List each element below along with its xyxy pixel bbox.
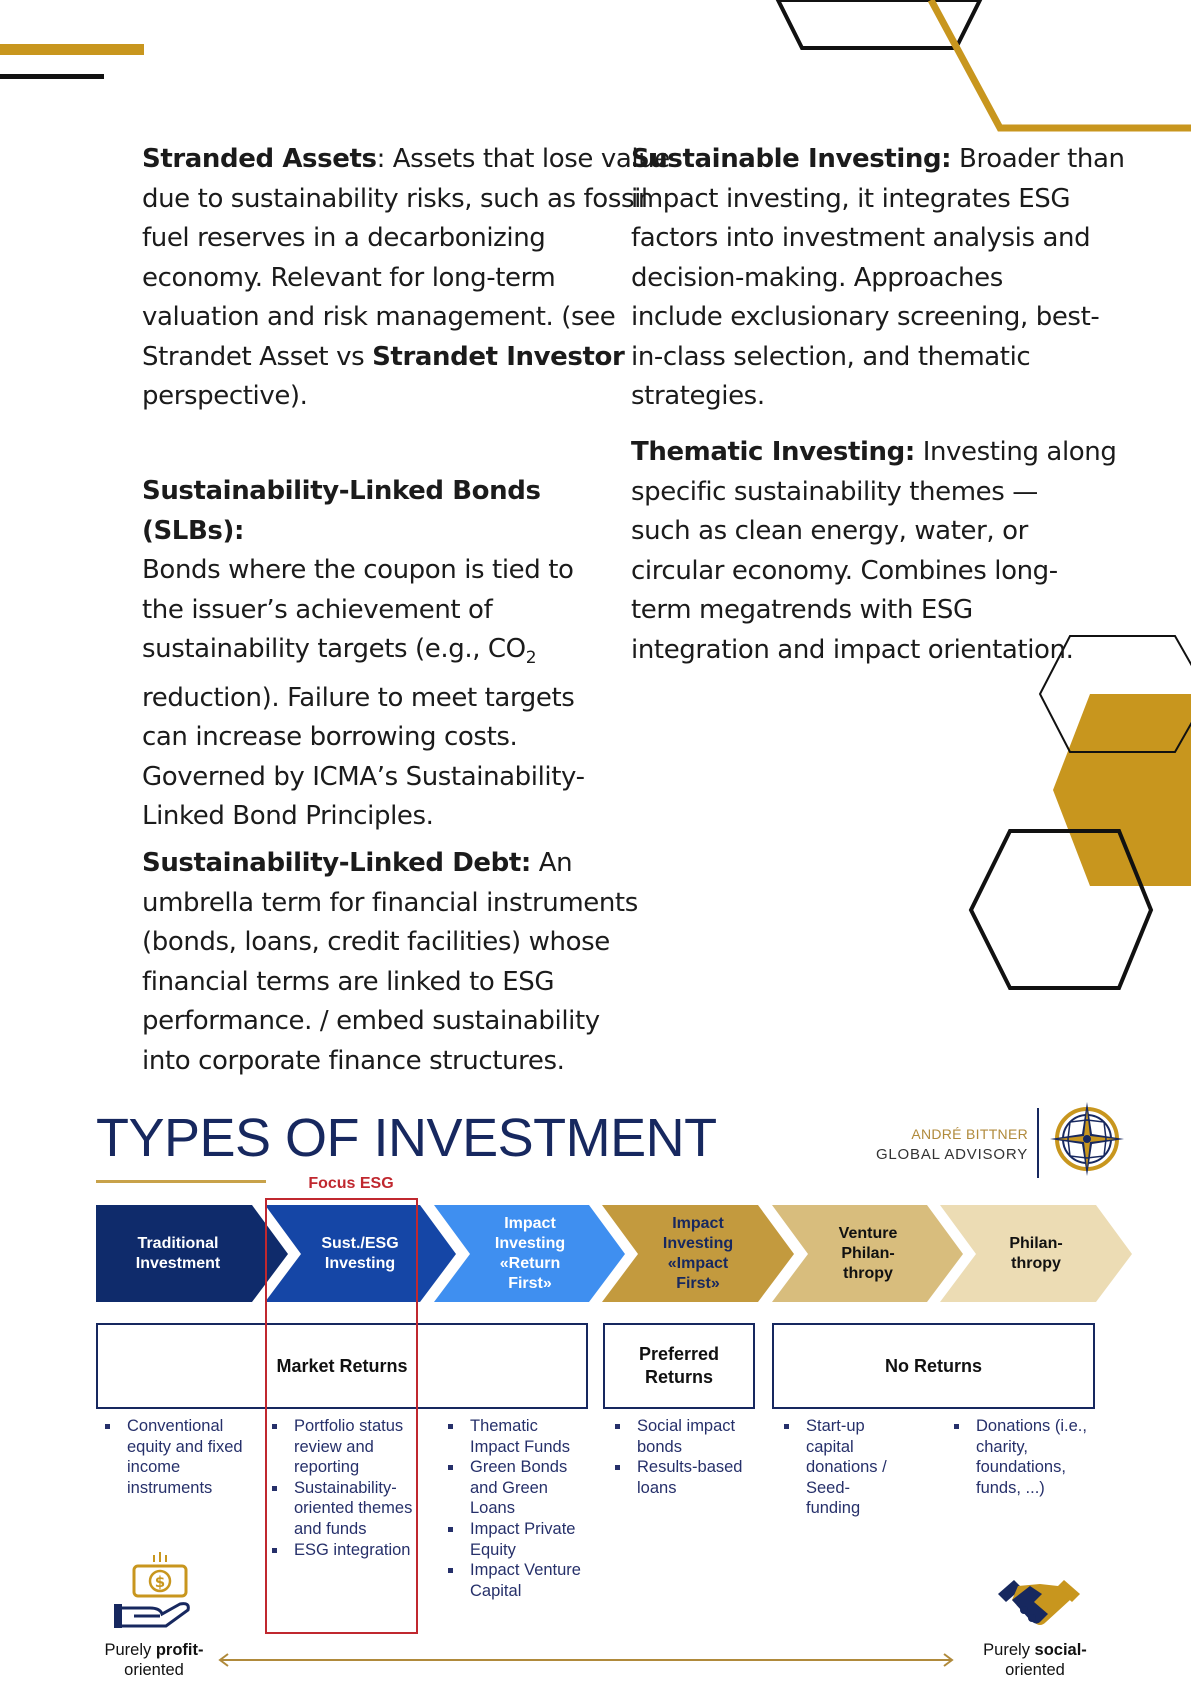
list-item: Results-based loans bbox=[611, 1457, 757, 1498]
purely-profit-label bbox=[92, 1640, 216, 1680]
text-line: the issuer’s achievement of bbox=[142, 594, 493, 625]
end-label-text: Purely bbox=[983, 1641, 1035, 1659]
list-sust-esg bbox=[268, 1416, 416, 1560]
list-philanthropy bbox=[950, 1416, 1090, 1498]
no-returns-label: No Returns bbox=[884, 1355, 982, 1376]
text-line: reduction). Failure to meet targets bbox=[142, 682, 575, 713]
text-line: umbrella term for financial instruments bbox=[142, 887, 638, 918]
slb-term-abbrev: (SLBs): bbox=[142, 515, 244, 546]
end-label-text: Purely bbox=[104, 1641, 156, 1659]
text-line: Linked Bond Principles. bbox=[142, 801, 434, 832]
strandet-investor-term: Strandet Investor bbox=[372, 341, 625, 372]
list-item: Sustainability-oriented themes and funds bbox=[268, 1478, 416, 1540]
list-item: ESG integration bbox=[268, 1540, 416, 1561]
chevron-label-impact-return: Impact Investing «Return First» bbox=[494, 1214, 566, 1292]
list-item: Conventional equity and fixed income instruments bbox=[101, 1416, 249, 1498]
list-item: Green Bonds and Green Loans bbox=[444, 1457, 590, 1519]
list-item: Donations (i.e., charity, foundations, funds, ...) bbox=[950, 1416, 1090, 1498]
end-label-bold: social- bbox=[1034, 1641, 1087, 1659]
logo-name: ANDRÉ BITTNER bbox=[911, 1126, 1028, 1142]
chevron-label-traditional: Traditional Investment bbox=[135, 1234, 221, 1272]
spectrum-arrow bbox=[216, 1650, 956, 1670]
market-returns-label: Market Returns bbox=[276, 1355, 408, 1376]
text-line: Bonds where the coupon is tied to bbox=[142, 555, 574, 585]
list-item: Portfolio status review and reporting bbox=[268, 1416, 416, 1478]
text-line: include exclusionary screening, best- bbox=[631, 302, 1100, 332]
sustainable-investing-term: Sustainable Investing: bbox=[631, 144, 952, 174]
list-item: Impact Venture Capital bbox=[444, 1560, 590, 1601]
end-label-text: oriented bbox=[1005, 1661, 1065, 1679]
list-impact-return bbox=[444, 1416, 590, 1601]
logo-subtitle: GLOBAL ADVISORY bbox=[875, 1146, 1028, 1163]
end-label-text: oriented bbox=[124, 1661, 184, 1679]
list-item: Start-up capital donations / Seed-funding bbox=[780, 1416, 898, 1519]
slb-term: Sustainability-Linked Bonds bbox=[142, 476, 541, 506]
focus-esg-label: Focus ESG bbox=[308, 1175, 394, 1192]
text-line: into corporate finance structures. bbox=[142, 1045, 565, 1076]
handshake-icon bbox=[996, 1574, 1082, 1634]
text-line: : Assets that lose value bbox=[376, 144, 670, 174]
text-line: term megatrends with ESG bbox=[631, 595, 973, 625]
text-line: circular economy. Combines long- bbox=[631, 555, 1058, 586]
text-line: valuation and risk management. (see bbox=[142, 302, 616, 332]
text-line: fuel reserves in a decarbonizing bbox=[142, 223, 546, 253]
text-line: Strandet Asset vs bbox=[142, 341, 373, 372]
text-line: financial terms are linked to ESG bbox=[142, 966, 555, 997]
list-impact-first bbox=[611, 1416, 757, 1498]
list-traditional bbox=[101, 1416, 249, 1498]
text-line: factors into investment analysis and bbox=[631, 223, 1091, 253]
no-returns-box bbox=[772, 1323, 1095, 1409]
text-line: decision-making. Approaches bbox=[631, 262, 1003, 293]
text-line: strategies. bbox=[631, 381, 765, 411]
infographic-title: TYPES OF INVESTMENT bbox=[96, 1108, 717, 1168]
text-line: integration and impact orientation. bbox=[631, 634, 1074, 665]
sld-term: Sustainability-Linked Debt: bbox=[142, 848, 531, 878]
thematic-investing-term: Thematic Investing: bbox=[631, 437, 915, 467]
svg-text:$: $ bbox=[154, 1573, 166, 1591]
text-line: economy. Relevant for long-term bbox=[142, 262, 556, 293]
list-venture-philanthropy bbox=[780, 1416, 898, 1519]
text-line: perspective). bbox=[142, 381, 308, 411]
text-line: sustainability targets (e.g., CO bbox=[142, 634, 526, 664]
preferred-returns-label: Preferred Returns bbox=[638, 1344, 720, 1387]
text-line: in-class selection, and thematic bbox=[631, 341, 1031, 372]
money-hand-icon bbox=[110, 1550, 196, 1634]
text-line: impact investing, it integrates ESG bbox=[631, 183, 1071, 214]
chevron-label-venture-philanthropy: Venture Philan- thropy bbox=[838, 1224, 898, 1282]
text-line: An bbox=[530, 848, 573, 878]
text-line: specific sustainability themes — bbox=[631, 476, 1038, 507]
text-line: Broader than bbox=[951, 144, 1125, 174]
text-line: Investing along bbox=[914, 437, 1117, 467]
text-line: can increase borrowing costs. bbox=[142, 722, 518, 753]
purely-social-label bbox=[970, 1640, 1100, 1680]
text-line: (bonds, loans, credit facilities) whose bbox=[142, 927, 610, 957]
subscript-two: 2 bbox=[525, 648, 537, 669]
end-label-bold: profit- bbox=[155, 1641, 204, 1659]
text-line: Governed by ICMA’s Sustainability- bbox=[142, 761, 585, 792]
chevron-label-sust-esg: Sust./ESG Investing bbox=[321, 1234, 399, 1272]
chevron-label-impact-first: Impact Investing «Impact First» bbox=[662, 1214, 734, 1292]
text-line: performance. / embed sustainability bbox=[142, 1006, 600, 1036]
stranded-assets-term: Stranded Assets bbox=[142, 144, 377, 174]
text-line: due to sustainability risks, such as fossil bbox=[142, 183, 648, 214]
chevron-label-philanthropy: Philan- thropy bbox=[1009, 1234, 1063, 1272]
text-line: such as clean energy, water, or bbox=[631, 516, 1028, 546]
list-item: Impact Private Equity bbox=[444, 1519, 590, 1560]
list-item: Thematic Impact Funds bbox=[444, 1416, 590, 1457]
preferred-returns-box bbox=[603, 1323, 755, 1409]
list-item: Social impact bonds bbox=[611, 1416, 757, 1457]
